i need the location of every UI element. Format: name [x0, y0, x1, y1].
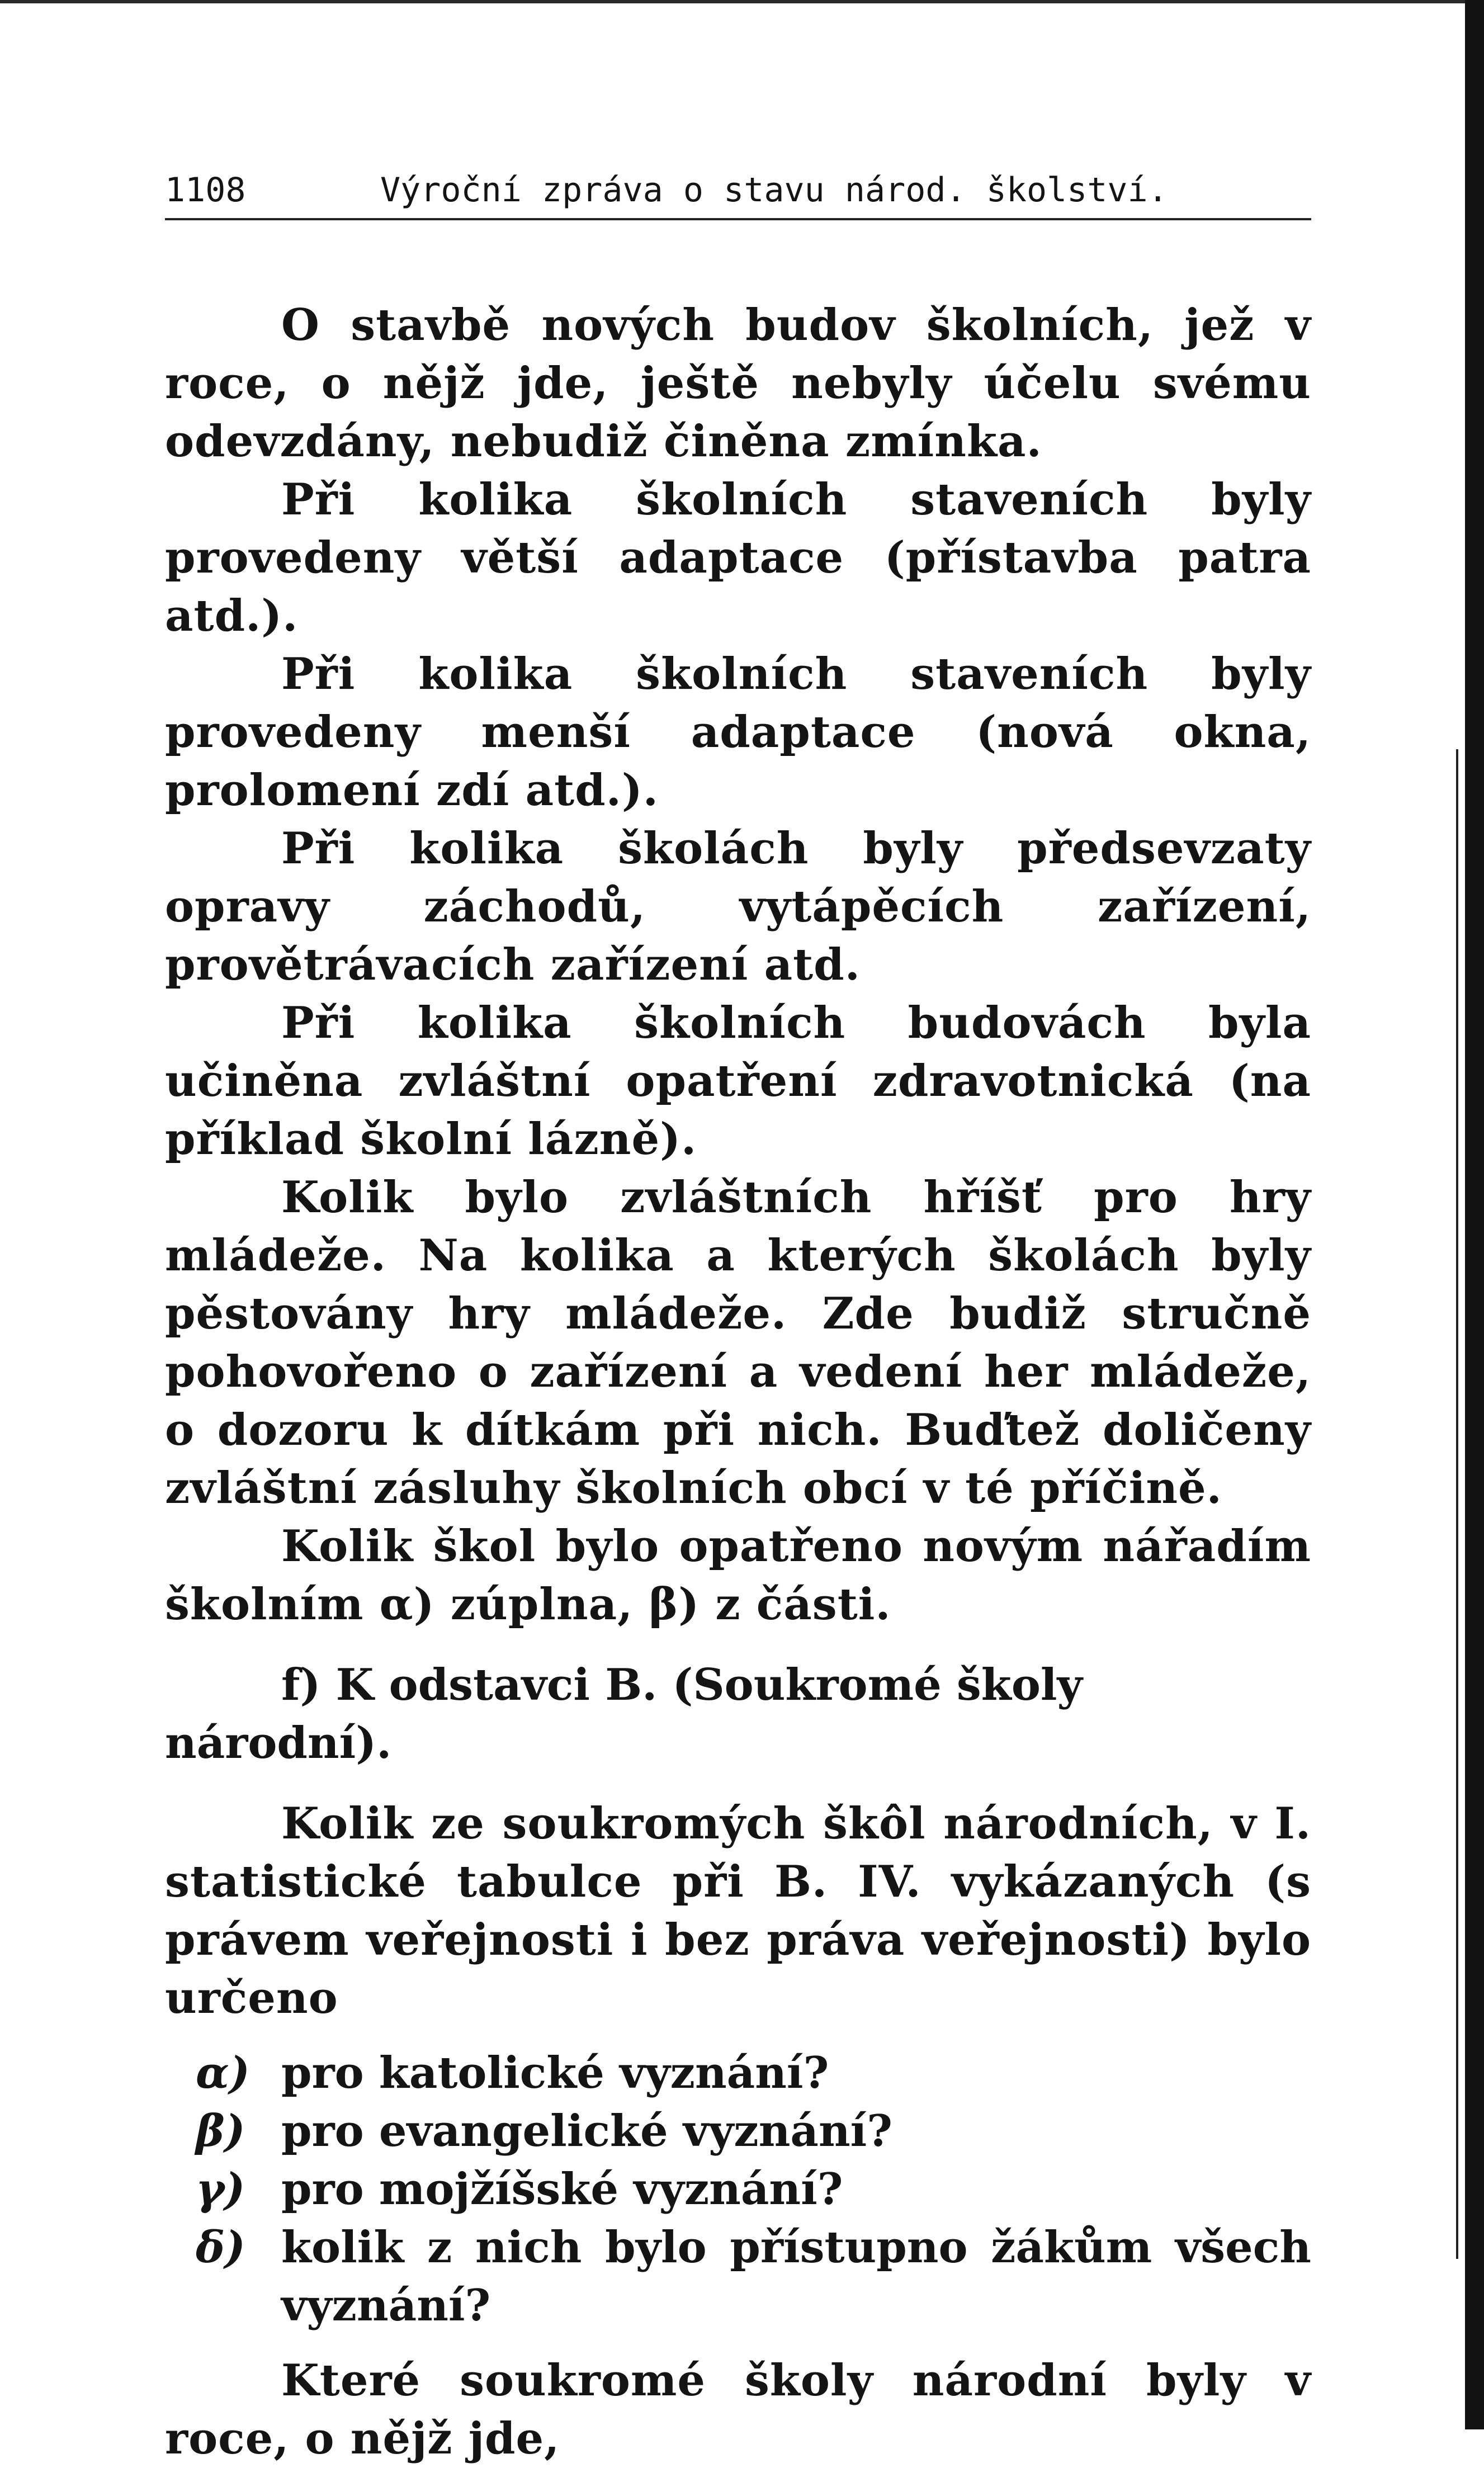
list-item: [165, 2160, 1311, 2219]
scan-edge-top: [0, 0, 1484, 3]
list-item-text: kolik z nich bylo přístupno žákům všech vyznání?: [281, 2222, 1311, 2331]
section-heading-private-schools: f) K odstavci B. (Soukromé školy národní).: [165, 1659, 1083, 1769]
scan-edge-right: [1465, 0, 1484, 2429]
list-item: [165, 2219, 1311, 2335]
paragraph-playgrounds: Kolik bylo zvláštních hříšť pro hry mládeže. Na kolika a kterých školách byly pěstovány hry mládeže. Zde budiž stručně pohovořeno o zařízení a vedení her mládeže, o dozoru k dítkám při nich. Buďtež doličeny zvláštní zásluhy školních obcí v té příčině.: [165, 1172, 1311, 1514]
paragraph-health-measures: Při kolika školních budovách byla učiněna zvláštní opatření zdravotnická (na příklad školní lázně).: [165, 997, 1311, 1165]
list-item-text: pro katolické vyznání?: [281, 2048, 829, 2098]
book-page: [165, 168, 1311, 2464]
paragraph-closing: Které soukromé školy národní byly v roce, o nějž jde,: [165, 2355, 1311, 2464]
page-number: 1108: [165, 171, 246, 210]
running-header: [165, 168, 1311, 220]
list-marker: α): [196, 2048, 250, 2098]
scan-fold-shadow: [1456, 749, 1458, 2259]
list-marker: δ): [196, 2222, 245, 2273]
paragraph-repairs: Při kolika školách byly předsevzaty opravy záchodů, vytápěcích zařízení, provětrávacích zařízení atd.: [165, 823, 1311, 990]
list-marker: γ): [196, 2164, 245, 2215]
list-item-text: pro mojžíšské vyznání?: [281, 2164, 843, 2215]
confession-list: [165, 2044, 1311, 2335]
page-content: [165, 296, 1311, 2468]
paragraph-major-adaptations: Při kolika školních staveních byly provedeny větší adaptace (přístavba patra atd.).: [165, 474, 1311, 641]
running-title: Výroční zpráva o stavu národ. školství.: [380, 171, 1168, 210]
list-item-text: pro evangelické vyznání?: [281, 2106, 892, 2157]
paragraph-minor-adaptations: Při kolika školních staveních byly provedeny menší adaptace (nová okna, prolomení zdí atd.).: [165, 649, 1311, 816]
paragraph-private-schools-intro: Kolik ze soukromých škôl národních, v I. statistické tabulce při B. IV. vykázaných (s právem veřejnosti i bez práva veřejnosti) bylo určeno: [165, 1798, 1311, 2023]
list-item: [165, 2044, 1311, 2102]
paragraph-new-buildings: O stavbě nových budov školních, jež v roce, o nějž jde, ještě nebyly účelu svému odevzdány, nebudiž činěna zmínka.: [165, 300, 1311, 467]
paragraph-new-equipment: Kolik škol bylo opatřeno novým nářadím školním α) zúplna, β) z části.: [165, 1521, 1311, 1630]
list-item: [165, 2102, 1311, 2160]
list-marker: β): [196, 2106, 245, 2157]
